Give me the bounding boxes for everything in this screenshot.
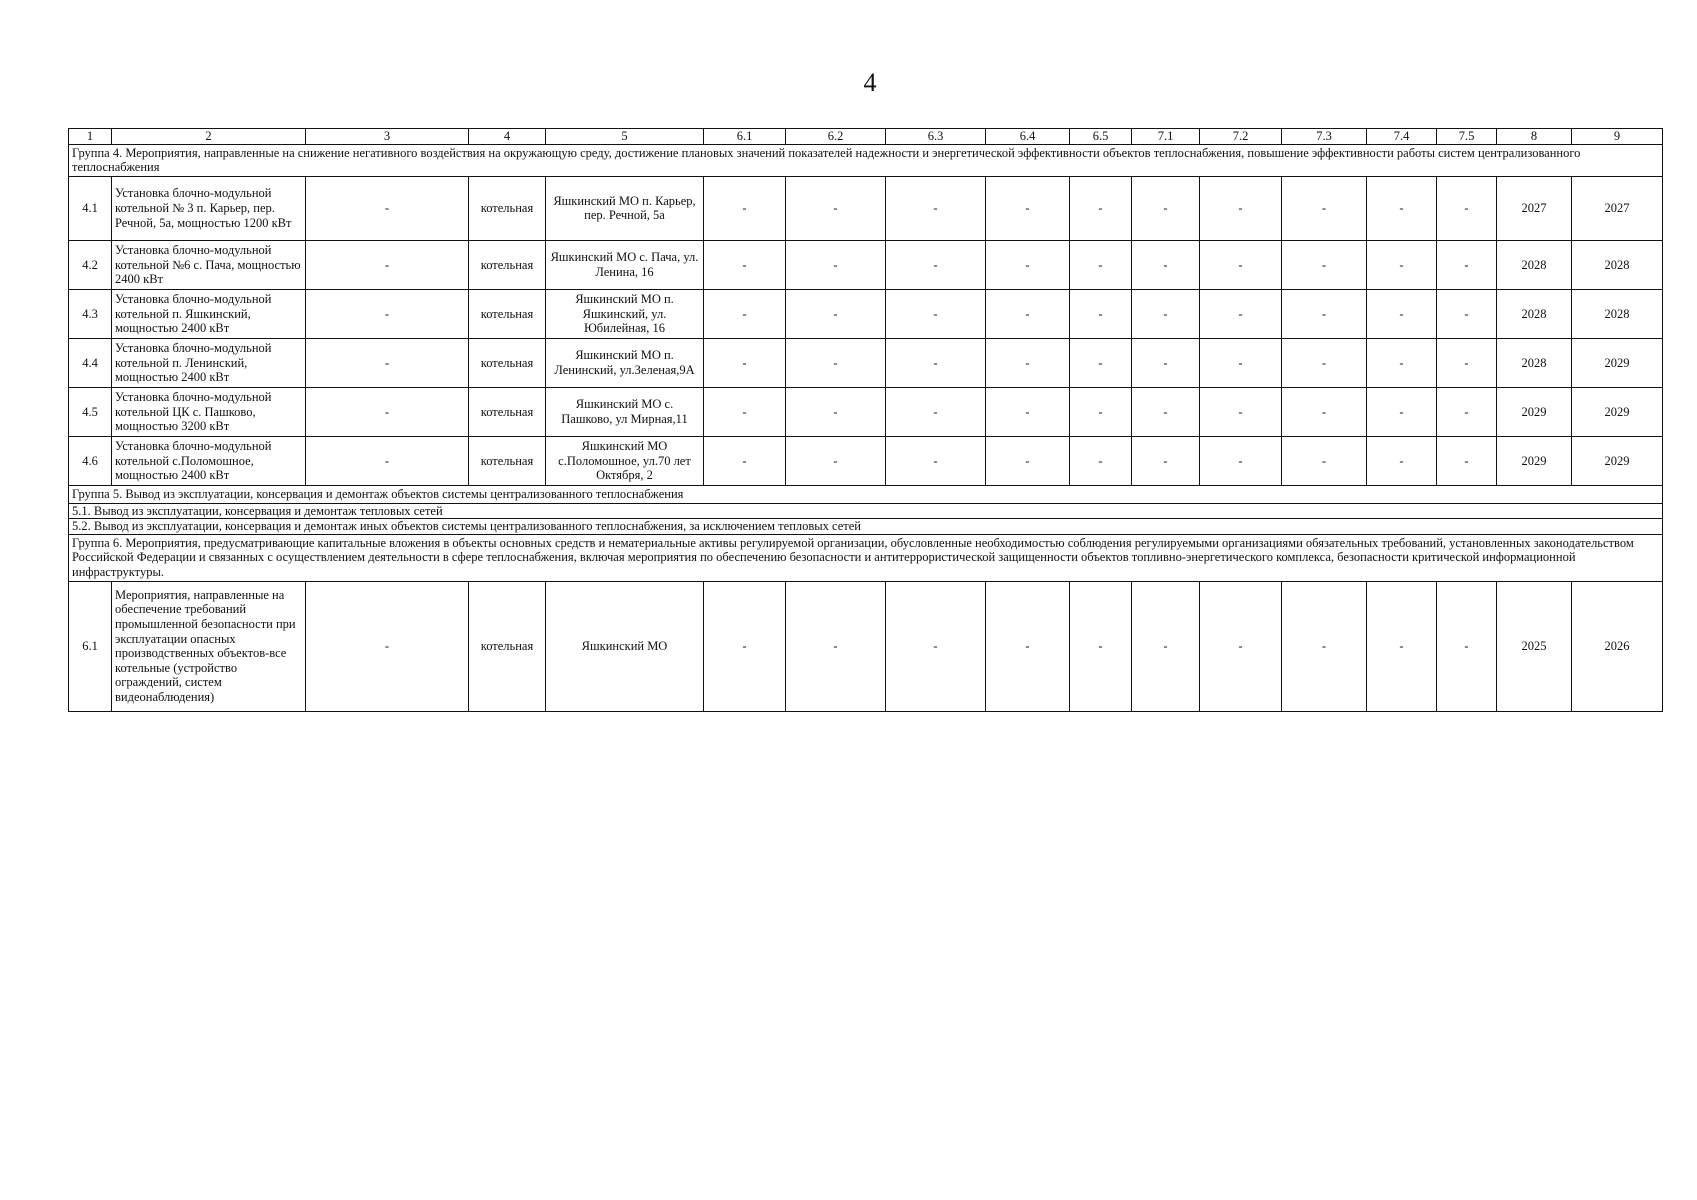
column-number-5: 5 [546, 129, 704, 145]
indicator-value: - [1367, 240, 1437, 289]
subgroup-5-1: 5.1. Вывод из эксплуатации, консервация и демонтаж тепловых сетей [69, 503, 1663, 519]
indicator-value: - [1132, 436, 1200, 485]
indicator-value: - [704, 176, 786, 240]
indicator-value: - [1282, 387, 1367, 436]
row-number: 4.2 [69, 240, 112, 289]
start-year: 2029 [1497, 436, 1572, 485]
column-number-1: 1 [69, 129, 112, 145]
indicator-value: - [1282, 240, 1367, 289]
column-number-3: 3 [306, 129, 469, 145]
end-year: 2026 [1572, 581, 1663, 711]
measure-name: Установка блочно-модульной котельной ЦК с. Пашково, мощностью 3200 кВт [112, 387, 306, 436]
column-number-7.5: 7.5 [1437, 129, 1497, 145]
measure-name: Установка блочно-модульной котельной п. Ленинский, мощностью 2400 кВт [112, 338, 306, 387]
indicator-value: - [1437, 289, 1497, 338]
indicator-value: - [1070, 338, 1132, 387]
indicator-value: - [1437, 581, 1497, 711]
subgroup-5-1-row [69, 503, 1663, 519]
indicator-value: - [704, 387, 786, 436]
indicator-value: - [886, 176, 986, 240]
indicator-value: - [786, 338, 886, 387]
indicator-value: - [886, 289, 986, 338]
indicator-value: - [1282, 581, 1367, 711]
indicator-value: - [986, 387, 1070, 436]
start-year: 2028 [1497, 240, 1572, 289]
object-address: Яшкинский МО [546, 581, 704, 711]
object-type: котельная [469, 436, 546, 485]
column-number-6.3: 6.3 [886, 129, 986, 145]
indicator-value: - [986, 240, 1070, 289]
indicator-value: - [786, 581, 886, 711]
indicator-value: - [986, 289, 1070, 338]
indicator-value: - [1132, 289, 1200, 338]
indicator-value: - [1282, 436, 1367, 485]
object-type: котельная [469, 387, 546, 436]
end-year: 2029 [1572, 338, 1663, 387]
indicator-value: - [1367, 176, 1437, 240]
column-number-row [69, 129, 1663, 145]
group-4-heading: Группа 4. Мероприятия, направленные на снижение негативного воздействия на окружающую среду, достижение плановых значений показателей надежности и энергетической эффективности объектов теплоснабжения, повышение эффективности работы систем централизованного теплоснабжения [69, 144, 1663, 176]
subgroup-5-2: 5.2. Вывод из эксплуатации, консервация и демонтаж иных объектов системы централизованного теплоснабжения, за исключением тепловых сетей [69, 519, 1663, 535]
column-number-6.2: 6.2 [786, 129, 886, 145]
indicator-value: - [1132, 387, 1200, 436]
row-number: 4.6 [69, 436, 112, 485]
start-year: 2028 [1497, 289, 1572, 338]
indicator-value: - [1132, 581, 1200, 711]
row-number: 4.5 [69, 387, 112, 436]
object-address: Яшкинский МО с. Пашково, ул Мирная,11 [546, 387, 704, 436]
indicator-value: - [1367, 289, 1437, 338]
column-3-value: - [306, 436, 469, 485]
column-number-9: 9 [1572, 129, 1663, 145]
row-number: 4.4 [69, 338, 112, 387]
column-number-7.4: 7.4 [1367, 129, 1437, 145]
column-number-8: 8 [1497, 129, 1572, 145]
indicator-value: - [1437, 387, 1497, 436]
start-year: 2029 [1497, 387, 1572, 436]
subgroup-5-2-row [69, 519, 1663, 535]
end-year: 2029 [1572, 436, 1663, 485]
object-address: Яшкинский МО п. Ленинский, ул.Зеленая,9А [546, 338, 704, 387]
column-number-6.5: 6.5 [1070, 129, 1132, 145]
row-number: 6.1 [69, 581, 112, 711]
indicator-value: - [704, 581, 786, 711]
indicator-value: - [1437, 240, 1497, 289]
indicator-value: - [986, 436, 1070, 485]
column-3-value: - [306, 176, 469, 240]
indicator-value: - [1367, 338, 1437, 387]
end-year: 2028 [1572, 289, 1663, 338]
indicator-value: - [986, 176, 1070, 240]
object-type: котельная [469, 338, 546, 387]
measure-name: Установка блочно-модульной котельной № 3 п. Карьер, пер. Речной, 5а, мощностью 1200 кВт [112, 176, 306, 240]
column-number-6.4: 6.4 [986, 129, 1070, 145]
indicator-value: - [1200, 176, 1282, 240]
column-number-2: 2 [112, 129, 306, 145]
indicator-value: - [1132, 176, 1200, 240]
indicator-value: - [1070, 289, 1132, 338]
indicator-value: - [704, 289, 786, 338]
column-3-value: - [306, 338, 469, 387]
indicator-value: - [1200, 289, 1282, 338]
column-number-7.1: 7.1 [1132, 129, 1200, 145]
column-3-value: - [306, 581, 469, 711]
indicator-value: - [986, 581, 1070, 711]
column-3-value: - [306, 289, 469, 338]
indicator-value: - [1282, 289, 1367, 338]
indicator-value: - [1200, 581, 1282, 711]
indicator-value: - [1437, 176, 1497, 240]
indicator-value: - [786, 240, 886, 289]
indicator-value: - [886, 436, 986, 485]
end-year: 2029 [1572, 387, 1663, 436]
start-year: 2028 [1497, 338, 1572, 387]
object-address: Яшкинский МО с.Поломошное, ул.70 лет Октября, 2 [546, 436, 704, 485]
column-3-value: - [306, 240, 469, 289]
group-5-heading-row [69, 485, 1663, 503]
indicator-value: - [986, 338, 1070, 387]
table-row [69, 338, 1663, 387]
measure-name: Мероприятия, направленные на обеспечение требований промышленной безопасности при эксплуатации опасных производственных объектов-все котельные (устройство ограждений, систем видеонаблюдения) [112, 581, 306, 711]
indicator-value: - [1200, 240, 1282, 289]
table-row [69, 289, 1663, 338]
group-6-heading: Группа 6. Мероприятия, предусматривающие капитальные вложения в объекты основных средств и нематериальные активы регулируемой организации, обусловленные необходимостью соблюдения регулируемыми организациями обязательных требований, установленных законодательством Российской Федерации и связанных с осуществлением деятельности в сфере теплоснабжения, включая мероприятия по обеспечению безопасности и антитеррористической защищенности объектов топливно-энергетического комплекса, безопасности критической информационной инфраструктуры. [69, 534, 1663, 581]
page-number: 4 [863, 68, 877, 97]
indicator-value: - [1132, 240, 1200, 289]
column-number-4: 4 [469, 129, 546, 145]
measure-name: Установка блочно-модульной котельной с.Поломошное, мощностью 2400 кВт [112, 436, 306, 485]
object-type: котельная [469, 240, 546, 289]
indicator-value: - [1367, 387, 1437, 436]
object-type: котельная [469, 581, 546, 711]
indicator-value: - [786, 387, 886, 436]
table-row [69, 387, 1663, 436]
indicator-value: - [1437, 436, 1497, 485]
table-row [69, 436, 1663, 485]
column-number-6.1: 6.1 [704, 129, 786, 145]
column-number-7.2: 7.2 [1200, 129, 1282, 145]
indicator-value: - [1367, 436, 1437, 485]
object-type: котельная [469, 176, 546, 240]
object-type: котельная [469, 289, 546, 338]
row-number: 4.3 [69, 289, 112, 338]
indicator-value: - [1070, 387, 1132, 436]
object-address: Яшкинский МО п. Карьер, пер. Речной, 5а [546, 176, 704, 240]
measure-name: Установка блочно-модульной котельной №6 с. Пача, мощностью 2400 кВт [112, 240, 306, 289]
indicator-value: - [1437, 338, 1497, 387]
group-5-heading: Группа 5. Вывод из эксплуатации, консервация и демонтаж объектов системы централизованного теплоснабжения [69, 485, 1663, 503]
indicator-value: - [704, 338, 786, 387]
column-number-7.3: 7.3 [1282, 129, 1367, 145]
start-year: 2025 [1497, 581, 1572, 711]
indicator-value: - [886, 240, 986, 289]
indicator-value: - [786, 176, 886, 240]
indicator-value: - [704, 436, 786, 485]
group-4-heading-row [69, 144, 1663, 176]
end-year: 2027 [1572, 176, 1663, 240]
start-year: 2027 [1497, 176, 1572, 240]
object-address: Яшкинский МО п. Яшкинский, ул. Юбилейная, 16 [546, 289, 704, 338]
indicator-value: - [786, 436, 886, 485]
indicator-value: - [1200, 387, 1282, 436]
row-number: 4.1 [69, 176, 112, 240]
indicator-value: - [1070, 581, 1132, 711]
column-3-value: - [306, 387, 469, 436]
indicator-value: - [1132, 338, 1200, 387]
indicator-value: - [1070, 176, 1132, 240]
indicator-value: - [704, 240, 786, 289]
measure-name: Установка блочно-модульной котельной п. Яшкинский, мощностью 2400 кВт [112, 289, 306, 338]
object-address: Яшкинский МО с. Пача, ул. Ленина, 16 [546, 240, 704, 289]
indicator-value: - [1200, 338, 1282, 387]
table-row [69, 581, 1663, 711]
indicator-value: - [1282, 338, 1367, 387]
table-row [69, 240, 1663, 289]
group-6-heading-row [69, 534, 1663, 581]
end-year: 2028 [1572, 240, 1663, 289]
indicator-value: - [886, 338, 986, 387]
indicator-value: - [1200, 436, 1282, 485]
indicator-value: - [1070, 240, 1132, 289]
indicator-value: - [786, 289, 886, 338]
indicator-value: - [886, 387, 986, 436]
indicator-value: - [1282, 176, 1367, 240]
indicator-value: - [886, 581, 986, 711]
table-row [69, 176, 1663, 240]
indicator-value: - [1367, 581, 1437, 711]
indicator-value: - [1070, 436, 1132, 485]
investment-plan-table [68, 128, 1663, 712]
